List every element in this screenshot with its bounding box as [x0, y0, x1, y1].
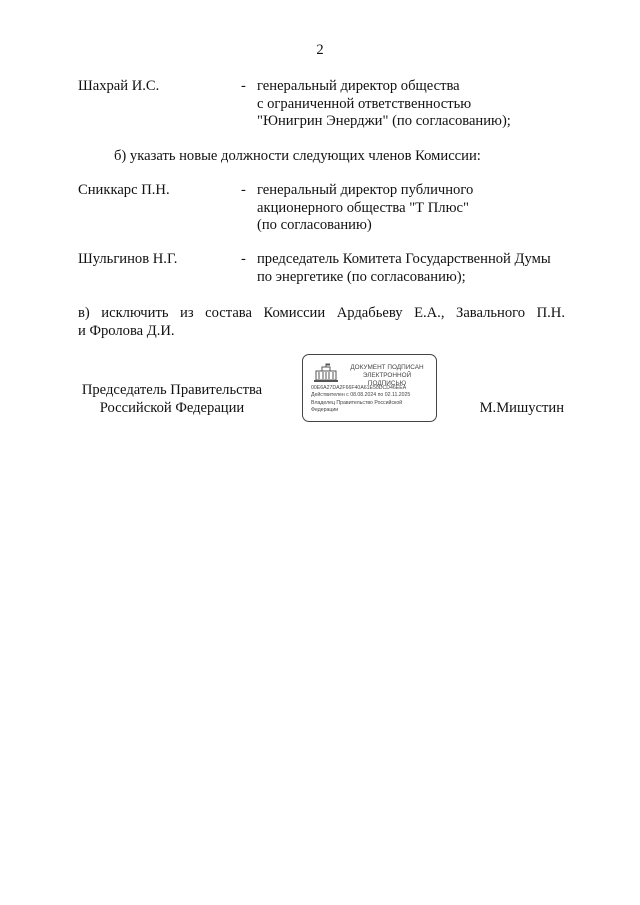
page-number: 2: [316, 42, 324, 58]
section-b-intro: б) указать новые должности следующих членов Комиссии:: [114, 148, 481, 164]
member-description-line: "Юнигрин Энерджи" (по согласованию);: [257, 113, 511, 129]
member-name: Шахрай И.С.: [78, 78, 160, 94]
stamp-owner-line: Федерации: [311, 406, 339, 413]
stamp-certificate: 00E6A27DA2F66F40A61E50DCD46EEA: [311, 385, 407, 391]
government-building-icon: [313, 363, 339, 383]
signatory-name: М.Мишустин: [479, 399, 564, 416]
member-name: Сниккарс П.Н.: [78, 182, 170, 198]
stamp-validity: Действителен с 08.08.2024 по 02.11.2025: [311, 392, 411, 398]
member-description-line: председатель Комитета Государственной Думы: [257, 251, 551, 267]
signatory-position-line: Председатель Правительства: [81, 382, 263, 398]
member-description-line: акционерного общества "Т Плюс": [257, 199, 469, 216]
stamp-title-line: ЭЛЕКТРОННОЙ ПОДПИСЬЮ: [362, 372, 412, 387]
stamp-owner-line: Владелец Правительство Российской: [311, 400, 403, 406]
member-dash: -: [241, 78, 246, 94]
section-v-line: в) исключить из состава Комиссии Ардабьеву Е.А., Завального П.Н.: [78, 305, 565, 321]
member-name: Шульгинов Н.Г.: [78, 251, 178, 267]
member-description-line: по энергетике (по согласованию);: [257, 268, 466, 285]
section-v-line: и Фролова Д.И.: [78, 322, 175, 339]
member-dash: -: [241, 251, 246, 267]
member-description-line: генеральный директор публичного: [257, 182, 474, 198]
member-description-line: с ограниченной ответственностью: [257, 95, 472, 112]
stamp-title-line: ДОКУМЕНТ ПОДПИСАН: [350, 364, 424, 371]
member-description-line: генеральный директор общества: [257, 78, 460, 94]
member-description-line: (по согласованию): [257, 217, 372, 233]
electronic-signature-stamp: [302, 354, 437, 422]
signatory-position-line: Российской Федерации: [99, 399, 245, 416]
member-dash: -: [241, 182, 246, 198]
